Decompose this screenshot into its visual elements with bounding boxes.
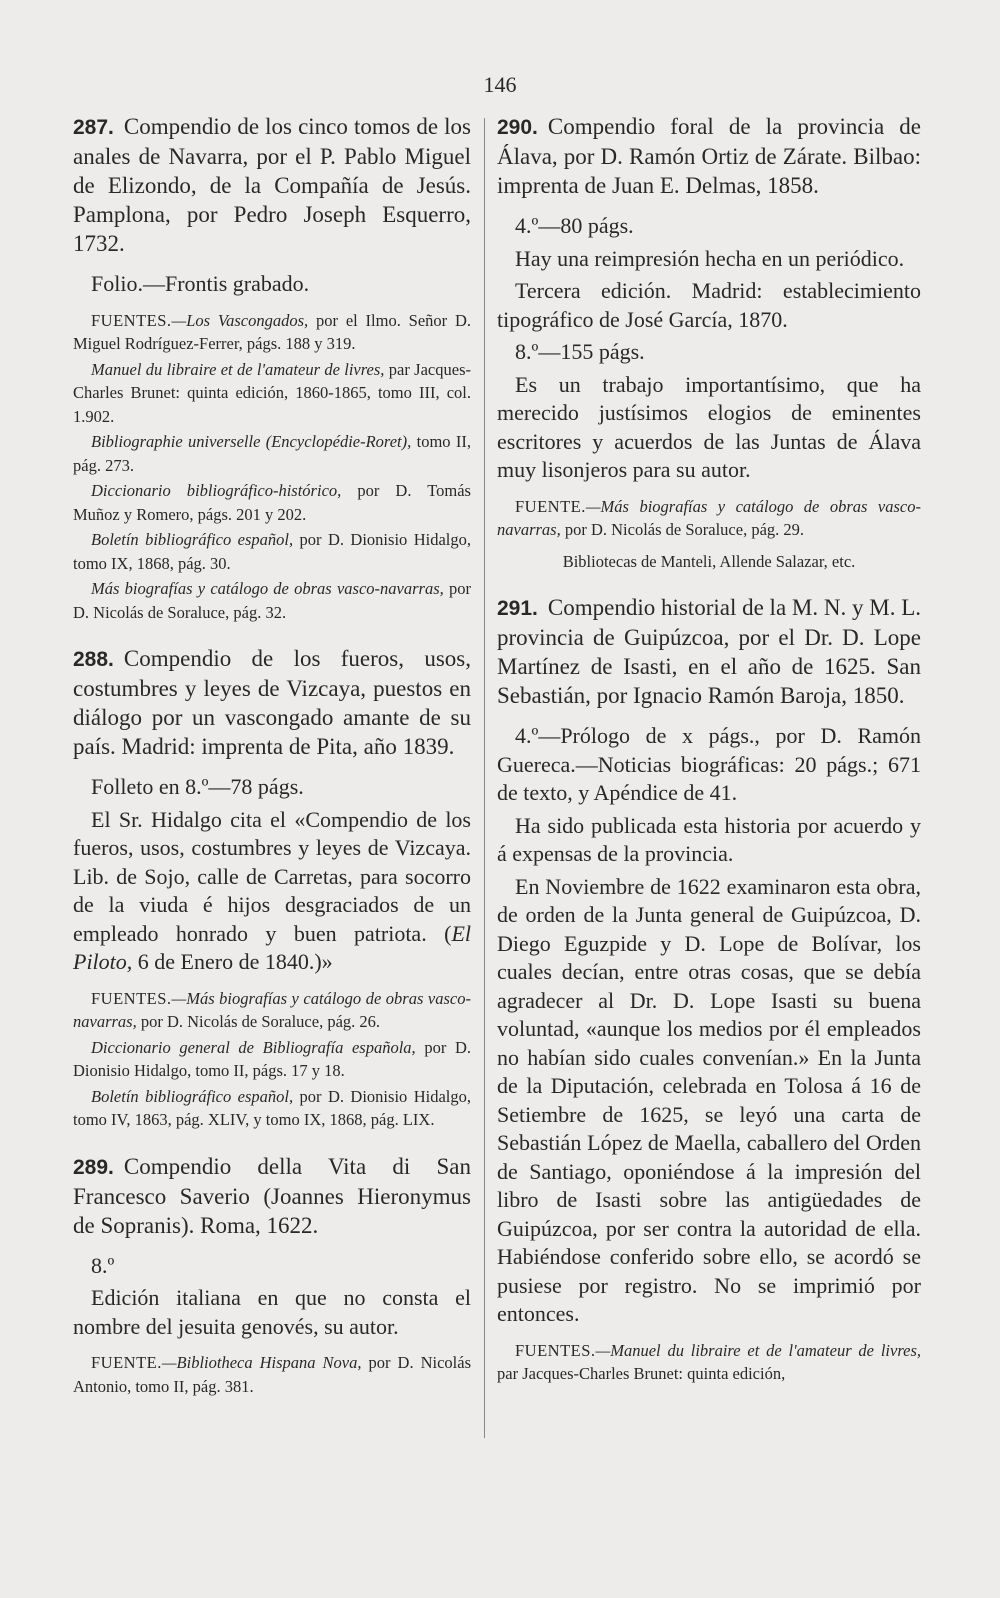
entry-number: 288. [73, 648, 114, 671]
entry-note: El Sr. Hidalgo cita el «Compendio de los fueros, usos, costumbres y leyes de Vizcaya. Lib. de Sojo, calle de Carretas, para socorro de la viuda é hijos desgraciados de un empleado honrado y buen patriota. (El Piloto, 6 de Enero de 1840.)» [73, 806, 471, 974]
entry-paragraph: Ha sido publicada esta historia por acuerdo y á expensas de la provincia. [497, 812, 921, 866]
entry-title: Compendio historial de la M. N. y M. L. provincia de Guipúzcoa, por el Dr. D. Lope Martínez de Isasti, en el año de 1625. San Sebastián, por Ignacio Ramón Baroja, 1850. [497, 595, 921, 708]
source-line: Diccionario general de Bibliografía española, por D. Dionisio Hidalgo, tomo II, págs. 17 y 18. [73, 1037, 471, 1080]
left-column [73, 112, 471, 1418]
entry-heading [497, 112, 921, 200]
entry-number: 291. [497, 597, 538, 620]
entry-format: Folleto en 8.º—78 págs. [91, 774, 304, 799]
entry-paragraph: Es un trabajo importantísimo, que ha merecido justísimos elogios de eminentes escritores y acuerdos de las Juntas de Álava muy lisonjeros para su autor. [497, 371, 921, 482]
right-column [497, 112, 921, 1406]
entry-title: Compendio de los cinco tomos de los anales de Navarra, por el P. Pablo Miguel de Elizondo, de la Compañía de Jesús. Pamplona, por Pedro Joseph Esquerro, 1732. [73, 114, 471, 256]
entry-289 [73, 1152, 471, 1399]
entry-format: 8.º [91, 1252, 115, 1278]
source-line: Boletín bibliográfico español, por D. Dionisio Hidalgo, tomo IX, 1868, pág. 30. [73, 530, 471, 573]
source-line: FUENTE.—Bibliotheca Hispana Nova, por D. Nicolás Antonio, tomo II, pág. 381. [73, 1353, 471, 1396]
source-line: Diccionario bibliográfico-histórico, por D. Tomás Muñoz y Romero, págs. 201 y 202. [73, 481, 471, 524]
entry-287 [73, 112, 471, 624]
entry-290 [497, 112, 921, 573]
entry-paragraph: En Noviembre de 1622 examinaron esta obra, de orden de la Junta general de Guipúzcoa, D. Diego Eguzpide y D. Lope de Bolívar, los cuales decían, entre otras cosas, que se debía agradecer al Dr. D. Lope Isasti su buena voluntad, «aunque los medios por él empleados no habían sido cuales convenían.» En la Junta de la Diputación, celebrada en Tolosa á 16 de Setiembre de 1625, se leyó una carta de Sebastián López de Maella, caballero del Orden de Santiago, oponiéndose á la impresión del libro de Isasti sobre las antigüedades de Guipúzcoa, por ser contra la autoridad de ella. Habiéndose conferido sobre ello, se acordó se pusiese por registro. No se imprimió por entonces. [497, 873, 921, 1326]
entry-paragraph: 8.º—155 págs. [515, 339, 645, 364]
source-line: Más biografías y catálogo de obras vasco-navarras, por D. Nicolás de Soraluce, pág. 32. [73, 579, 471, 622]
entry-format: 4.º—80 págs. [515, 213, 634, 238]
column-divider [484, 118, 485, 1438]
source-line: Boletín bibliográfico español, por D. Dionisio Hidalgo, tomo IV, 1863, pág. XLIV, y tomo IX, 1868, pág. LIX. [73, 1086, 471, 1129]
entry-291 [497, 593, 921, 1386]
entry-heading [73, 644, 471, 761]
source-line: Bibliographie universelle (Encyclopédie-Roret), tomo II, pág. 273. [73, 432, 471, 475]
libraries-line: Bibliotecas de Manteli, Allende Salazar, etc. [562, 551, 856, 571]
page-number: 146 [483, 72, 517, 97]
entry-heading [73, 112, 471, 258]
source-line: FUENTE.—Más biografías y catálogo de obras vasco-navarras, por D. Nicolás de Soraluce, pág. 29. [497, 496, 921, 539]
entry-paragraph: Tercera edición. Madrid: establecimiento tipográfico de José García, 1870. [497, 278, 921, 332]
entry-number: 287. [73, 116, 114, 139]
source-line: FUENTES.—Los Vascongados, por el Ilmo. Señor D. Miguel Rodríguez-Ferrer, págs. 188 y 319. [73, 310, 472, 353]
entry-title: Compendio foral de la provincia de Álava, por D. Ramón Ortiz de Zárate. Bilbao: imprenta de Juan E. Delmas, 1858. [497, 114, 921, 198]
entry-number: 289. [73, 1155, 114, 1179]
entry-heading [497, 593, 921, 710]
entry-title: Compendio della Vita di San Francesco Saverio (Joannes Hieronymus de Sopranis). Roma, 1622. [73, 1153, 471, 1238]
source-line: FUENTES.—Más biografías y catálogo de obras vasco-navarras, por D. Nicolás de Soraluce, pág. 26. [73, 988, 471, 1031]
entry-288 [73, 644, 471, 1132]
entry-note: Edición italiana en que no consta el nombre del jesuita genovés, su autor. [73, 1285, 471, 1339]
entry-format: 4.º—Prólogo de x págs., por D. Ramón Guereca.—Noticias biográficas: 20 págs.; 671 de texto, y Apéndice de 41. [497, 723, 921, 805]
entry-paragraph: Hay una reimpresión hecha en un periódico. [515, 245, 905, 271]
entry-heading [73, 1152, 471, 1240]
entry-format: Folio.—Frontis grabado. [91, 271, 310, 296]
source-line: FUENTES.—Manuel du libraire et de l'amateur de livres, par Jacques-Charles Brunet: quinta edición, [497, 1340, 921, 1383]
source-line: Manuel du libraire et de l'amateur de livres, par Jacques-Charles Brunet: quinta edición, 1860-1865, tomo III, col. 1.902. [73, 359, 471, 426]
entry-title: Compendio de los fueros, usos, costumbres y leyes de Vizcaya, puestos en diálogo por un vascongado amante de su país. Madrid: imprenta de Pita, año 1839. [73, 646, 471, 759]
entry-number: 290. [497, 116, 538, 139]
